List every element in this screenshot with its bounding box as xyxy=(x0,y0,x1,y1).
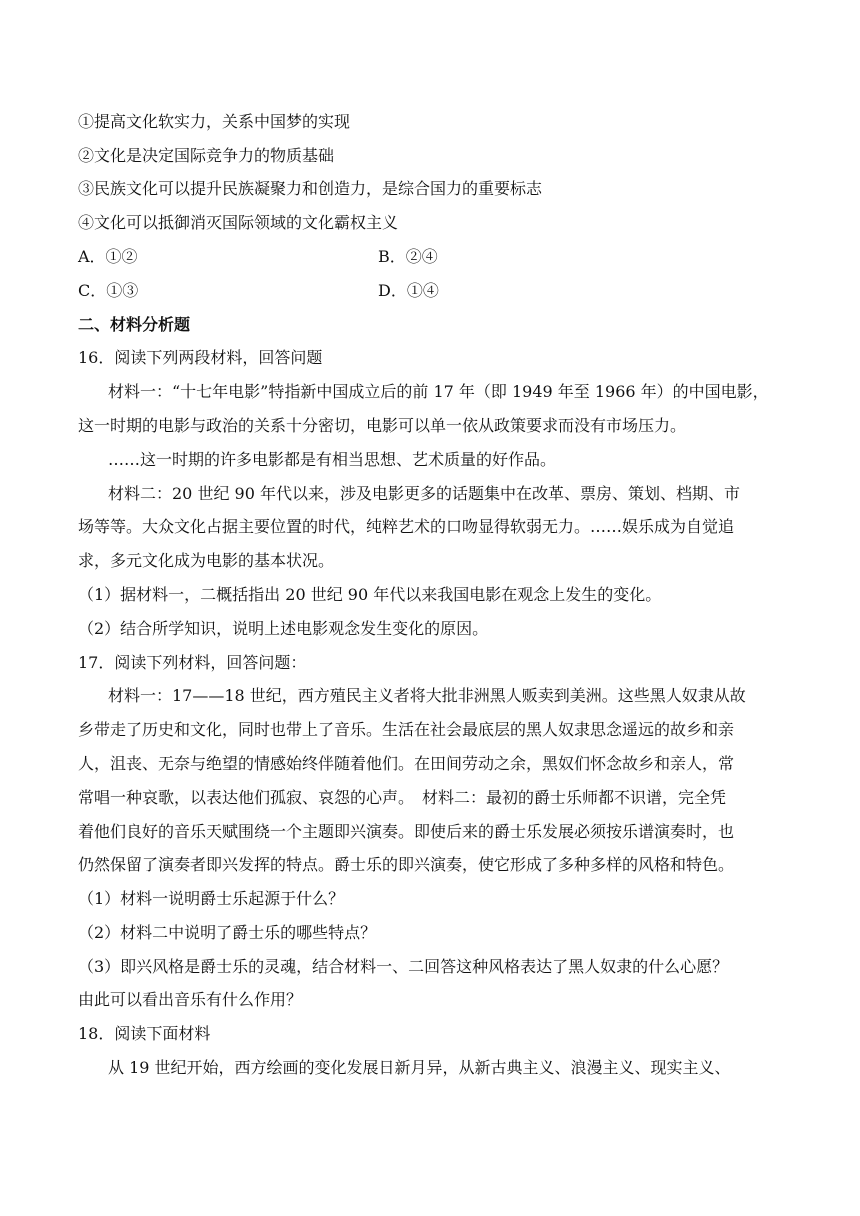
question-16-stem: 16．阅读下列两段材料，回答问题 xyxy=(78,348,323,367)
sub-question: （1）材料一说明爵士乐起源于什么？ xyxy=(78,889,345,908)
material-text: 这一时期的电影与政治的关系十分密切，电影可以单一依从政策要求而没有市场压力。 xyxy=(78,416,687,435)
material-text: 仍然保留了演奏者即兴发挥的特点。爵士乐的即兴演奏，使它形成了多种多样的风格和特色。 xyxy=(78,855,735,874)
sub-question: （3）即兴风格是爵士乐的灵魂，结合材料一、二回答这种风格表达了黑人奴隶的什么心愿？ xyxy=(78,957,729,976)
material-text: 材料二：20 世纪 90 年代以来，涉及电影更多的话题集中在改革、票房、策划、档期、市 xyxy=(108,484,740,503)
option-d: D．①④ xyxy=(378,281,439,300)
material-text: 乡带走了历史和文化，同时也带上了音乐。生活在社会最底层的黑人奴隶思念遥远的故乡和亲 xyxy=(78,720,735,739)
statement-1: ①提高文化软实力，关系中国梦的实现 xyxy=(78,112,351,131)
option-c: C．①③ xyxy=(78,281,139,300)
sub-question: （2）材料二中说明了爵士乐的哪些特点？ xyxy=(78,923,377,942)
question-18-stem: 18．阅读下面材料 xyxy=(78,1024,211,1043)
sub-question: （2）结合所学知识，说明上述电影观念发生变化的原因。 xyxy=(78,619,489,638)
material-text: 着他们良好的音乐天赋围绕一个主题即兴演奏。即使后来的爵士乐发展必须按乐谱演奏时，也 xyxy=(78,822,735,841)
statement-3: ③民族文化可以提升民族凝聚力和创造力，是综合国力的重要标志 xyxy=(78,179,543,198)
section-title: 二、材料分析题 xyxy=(78,315,191,334)
material-text: 场等等。大众文化占据主要位置的时代，纯粹艺术的口吻显得软弱无力。……娱乐成为自觉追 xyxy=(78,517,735,536)
material-text: 求，多元文化成为电影的基本状况。 xyxy=(78,551,335,570)
material-text: 材料一：“十七年电影”特指新中国成立后的前 17 年（即 1949 年至 1966 年）的中国电影， xyxy=(108,382,769,401)
option-a: A．①② xyxy=(78,247,138,266)
material-text: 常唱一种哀歌，以表达他们孤寂、哀怨的心声。 材料二：最初的爵士乐师都不识谱，完全凭 xyxy=(78,788,727,807)
option-b: B．②④ xyxy=(378,247,438,266)
material-text: 人，沮丧、无奈与绝望的情感始终伴随着他们。在田间劳动之余，黑奴们怀念故乡和亲人，常 xyxy=(78,754,735,773)
sub-question: （1）据材料一，二概括指出 20 世纪 90 年代以来我国电影在观念上发生的变化。 xyxy=(78,585,662,604)
material-text: 材料一：17——18 世纪，西方殖民主义者将大批非洲黑人贩卖到美洲。这些黑人奴隶从故 xyxy=(108,686,746,705)
statement-2: ②文化是决定国际竞争力的物质基础 xyxy=(78,146,335,165)
material-text: 从 19 世纪开始，西方绘画的变化发展日新月异，从新古典主义、浪漫主义、现实主义、 xyxy=(108,1058,731,1077)
statement-4: ④文化可以抵御消灭国际领域的文化霸权主义 xyxy=(78,213,399,232)
question-17-stem: 17．阅读下列材料，回答问题： xyxy=(78,653,307,672)
material-text: ……这一时期的许多电影都是有相当思想、艺术质量的好作品。 xyxy=(108,450,557,469)
sub-question: 由此可以看出音乐有什么作用？ xyxy=(78,990,303,1009)
